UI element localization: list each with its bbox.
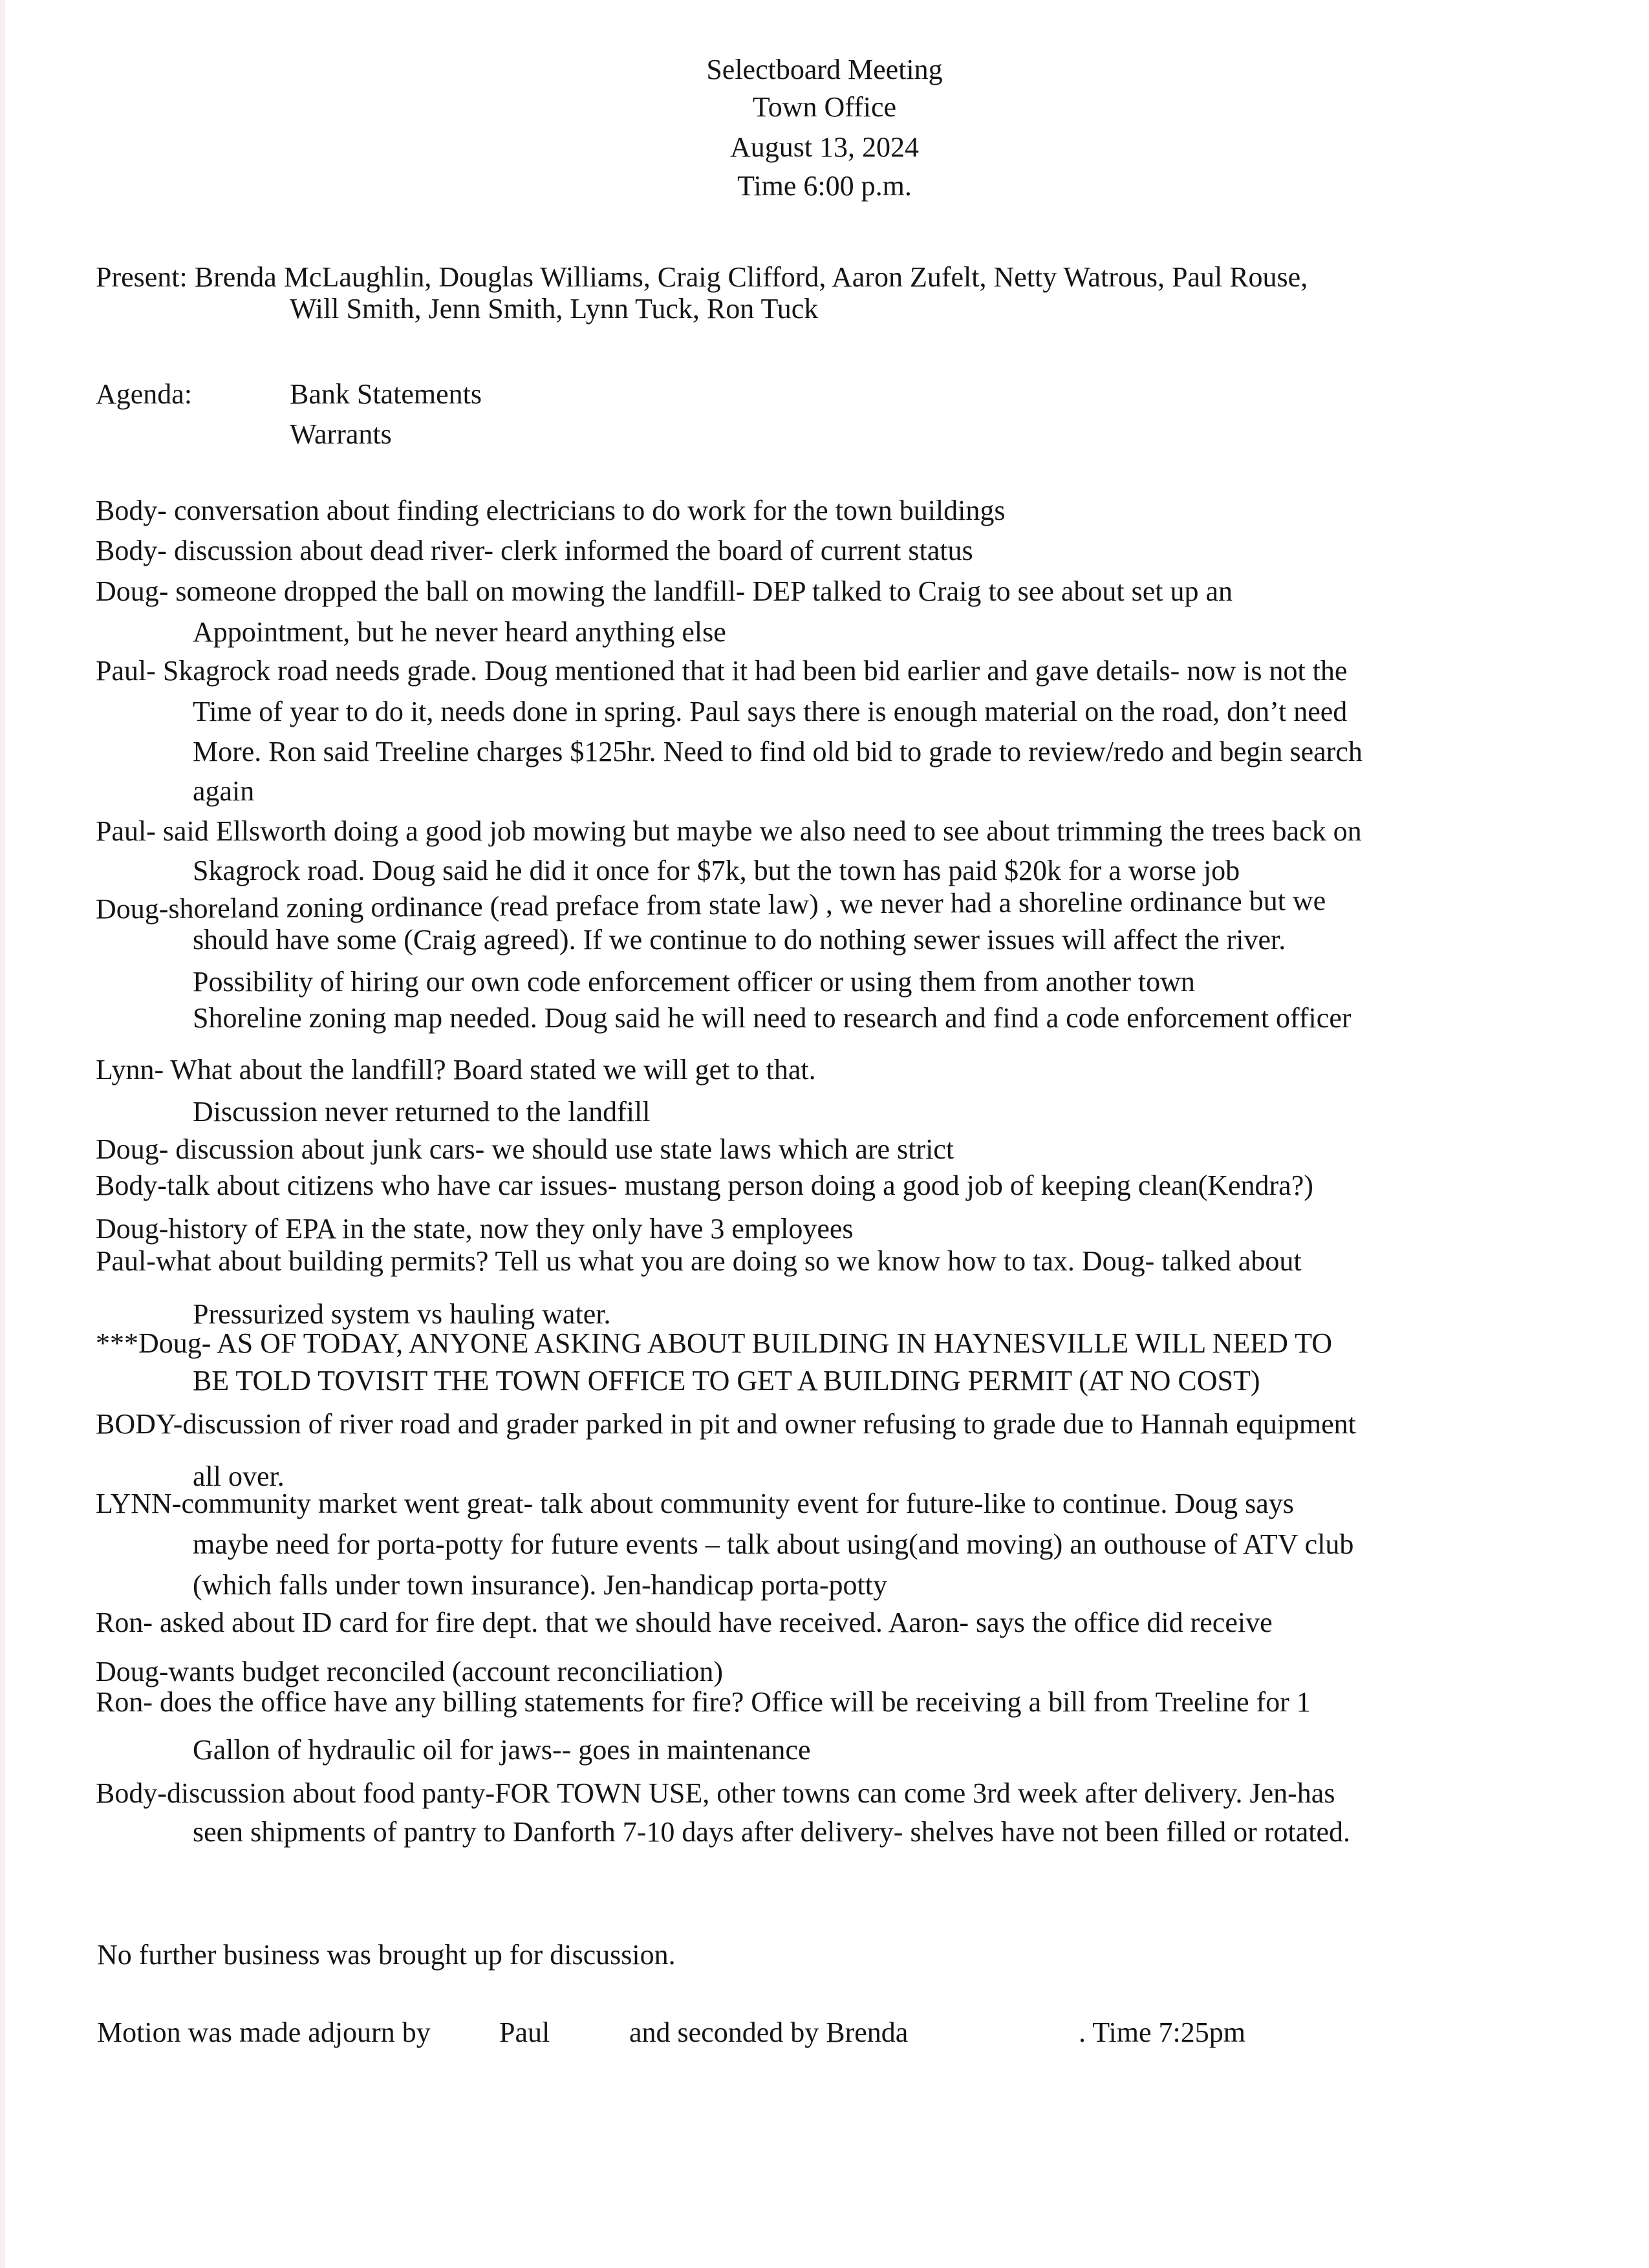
meeting-title: Selectboard Meeting bbox=[706, 54, 943, 85]
minutes-line: LYNN-community market went great- talk about community event for future-like to continue. Doug says bbox=[96, 1488, 1294, 1519]
minutes-line: Doug-wants budget reconciled (account reconciliation) bbox=[96, 1656, 724, 1687]
no-further-business: No further business was brought up for discussion. bbox=[97, 1939, 676, 1971]
minutes-line: Body- discussion about dead river- clerk informed the board of current status bbox=[96, 535, 973, 566]
seconded-by: and seconded by Brenda bbox=[629, 2017, 909, 2048]
minutes-line: ***Doug- AS OF TODAY, ANYONE ASKING ABOUT BUILDING IN HAYNESVILLE WILL NEED TO bbox=[96, 1327, 1333, 1359]
minutes-line: Paul-what about building permits? Tell us what you are doing so we know how to tax. Doug- talked about bbox=[96, 1245, 1302, 1277]
minutes-line: Gallon of hydraulic oil for jaws-- goes in maintenance bbox=[193, 1734, 811, 1766]
meeting-date: August 13, 2024 bbox=[729, 131, 920, 163]
minutes-line: Ron- asked about ID card for fire dept. that we should have received. Aaron- says the office did receive bbox=[96, 1607, 1273, 1638]
minutes-line: Skagrock road. Doug said he did it once for $7k, but the town has paid $20k for a worse job bbox=[193, 855, 1240, 886]
minutes-line: maybe need for porta-potty for future events – talk about using(and moving) an outhouse of ATV club bbox=[193, 1528, 1354, 1560]
minutes-line: Pressurized system vs hauling water. bbox=[193, 1298, 611, 1330]
meeting-time: Time 6:00 p.m. bbox=[737, 170, 912, 202]
minutes-line: Possibility of hiring our own code enforcement officer or using them from another town bbox=[193, 966, 1195, 998]
minutes-line: BE TOLD TOVISIT THE TOWN OFFICE TO GET A BUILDING PERMIT (AT NO COST) bbox=[193, 1365, 1260, 1396]
minutes-line: Doug-shoreland zoning ordinance (read preface from state law) , we never had a shoreline ordinance but we bbox=[95, 884, 1326, 925]
attendees-line-2: Will Smith, Jenn Smith, Lynn Tuck, Ron Tuck bbox=[290, 293, 819, 325]
minutes-line: Appointment, but he never heard anything else bbox=[193, 616, 726, 648]
minutes-line: Doug- someone dropped the ball on mowing the landfill- DEP talked to Craig to see about set up an bbox=[96, 575, 1233, 607]
motion-by: Paul bbox=[499, 2017, 550, 2048]
meeting-location: Town Office bbox=[752, 91, 897, 123]
minutes-line: Doug- discussion about junk cars- we should use state laws which are strict bbox=[96, 1133, 954, 1165]
motion-label: Motion was made adjourn by bbox=[97, 2017, 431, 2048]
minutes-line: Body-discussion about food panty-FOR TOWN USE, other towns can come 3rd week after delivery. Jen-has bbox=[96, 1777, 1335, 1809]
minutes-line: Shoreline zoning map needed. Doug said he will need to research and find a code enforcement officer bbox=[193, 1002, 1352, 1034]
scan-edge bbox=[0, 0, 5, 2268]
minutes-line: (which falls under town insurance). Jen-handicap porta-potty bbox=[193, 1569, 887, 1601]
attendees-line-1: Present: Brenda McLaughlin, Douglas Williams, Craig Clifford, Aaron Zufelt, Netty Watrous, Paul Rouse, bbox=[96, 261, 1308, 293]
minutes-line: Ron- does the office have any billing statements for fire? Office will be receiving a bill from Treeline for 1 bbox=[96, 1686, 1311, 1718]
minutes-line: Body- conversation about finding electricians to do work for the town buildings bbox=[96, 495, 1006, 526]
agenda-item: Warrants bbox=[290, 418, 392, 450]
minutes-line: Time of year to do it, needs done in spring. Paul says there is enough material on the road, don’t need bbox=[193, 696, 1348, 727]
minutes-line: Body-talk about citizens who have car issues- mustang person doing a good job of keeping clean(Kendra?) bbox=[96, 1170, 1313, 1201]
agenda-item: Bank Statements bbox=[290, 378, 482, 410]
agenda-label: Agenda: bbox=[96, 378, 193, 410]
minutes-line: Discussion never returned to the landfill bbox=[193, 1096, 651, 1128]
minutes-line: all over. bbox=[193, 1460, 285, 1492]
minutes-line: BODY-discussion of river road and grader parked in pit and owner refusing to grade due to Hannah equipment bbox=[96, 1408, 1356, 1440]
minutes-line: Lynn- What about the landfill? Board stated we will get to that. bbox=[96, 1054, 816, 1086]
minutes-line: Paul- Skagrock road needs grade. Doug mentioned that it had been bid earlier and gave details- now is not the bbox=[96, 655, 1348, 687]
minutes-line: seen shipments of pantry to Danforth 7-10 days after delivery- shelves have not been filled or rotated. bbox=[193, 1816, 1350, 1848]
minutes-line: should have some (Craig agreed). If we continue to do nothing sewer issues will affect the river. bbox=[193, 924, 1286, 956]
minutes-line: More. Ron said Treeline charges $125hr. Need to find old bid to grade to review/redo and begin search bbox=[193, 736, 1363, 767]
minutes-line: Paul- said Ellsworth doing a good job mowing but maybe we also need to see about trimming the trees back on bbox=[96, 815, 1362, 847]
minutes-line: Doug-history of EPA in the state, now they only have 3 employees bbox=[96, 1213, 854, 1245]
minutes-line: again bbox=[193, 775, 255, 807]
adjourn-time: . Time 7:25pm bbox=[1079, 2017, 1245, 2048]
